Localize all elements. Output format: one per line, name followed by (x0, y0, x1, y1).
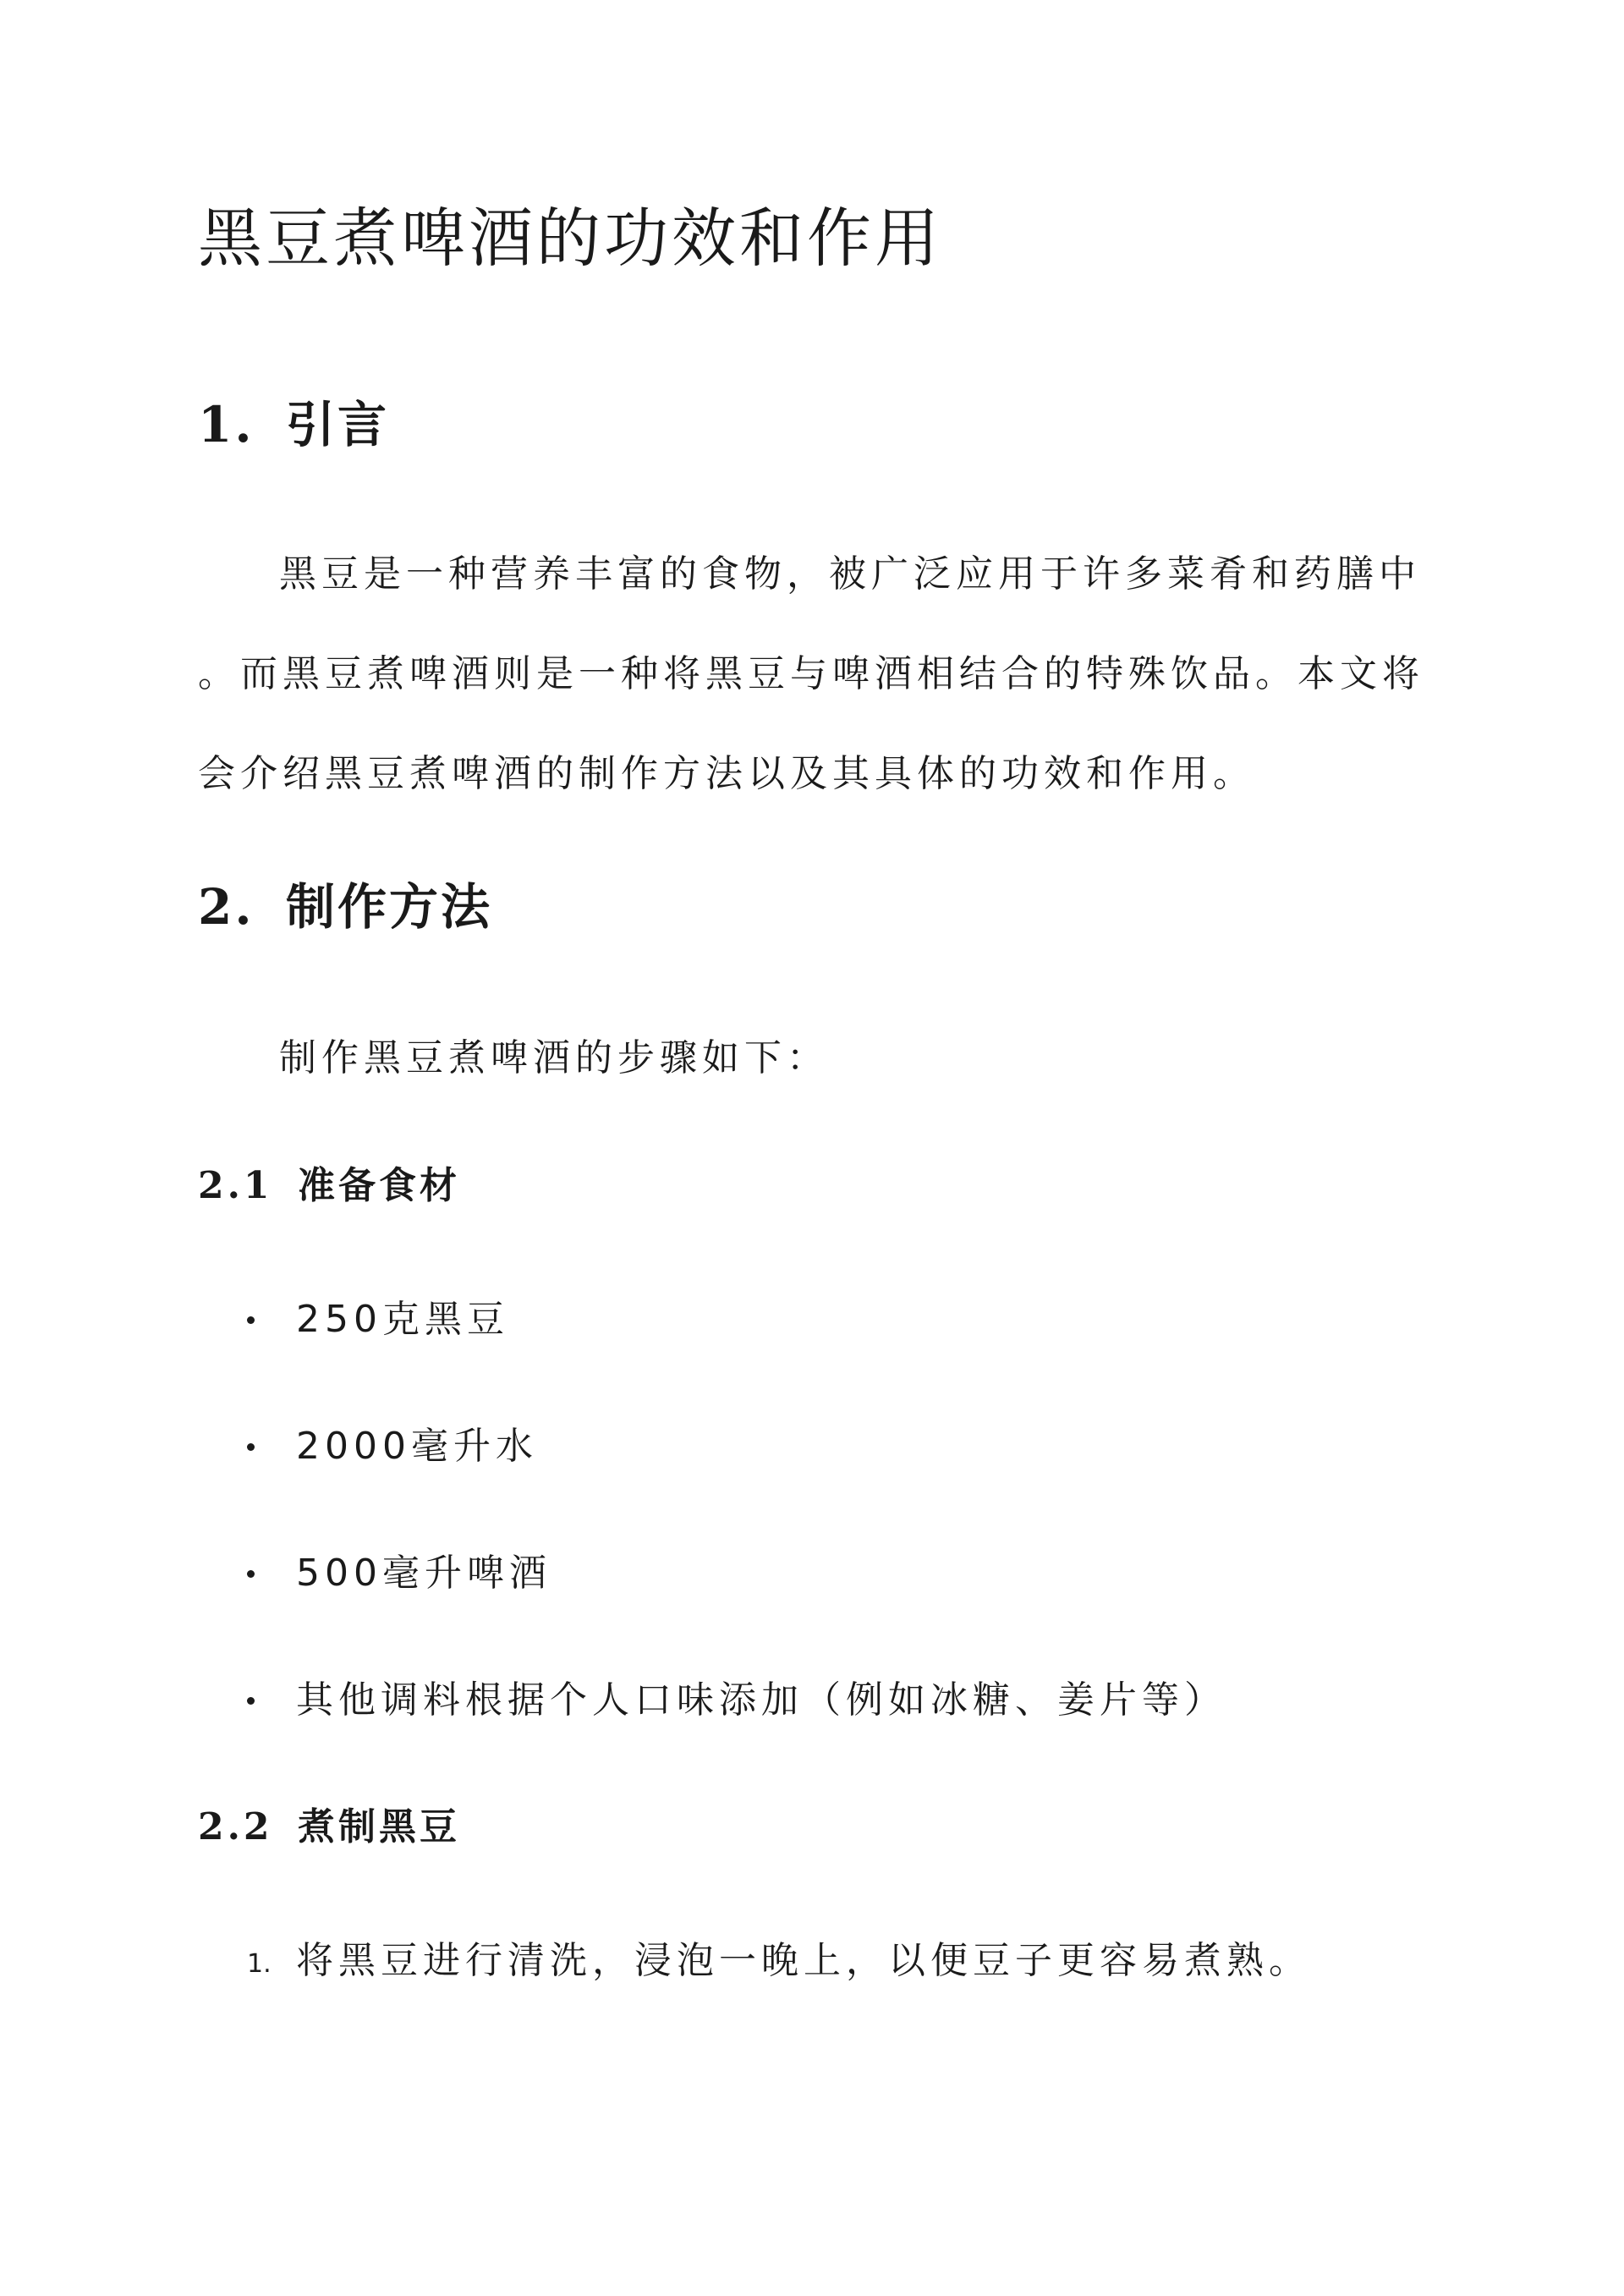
subsection-number: 2.1 (198, 1164, 273, 1207)
list-item-text: 其他调料根据个人口味添加（例如冰糖、姜片等） (296, 1678, 1226, 1722)
intro-paragraph (198, 525, 1426, 824)
paragraph-line: 。而黑豆煮啤酒则是一种将黑豆与啤酒相结合的特殊饮品。本文将 (198, 652, 1424, 695)
section-number: 1. (198, 396, 255, 453)
bullet-icon (247, 1443, 255, 1451)
subsection-title: 煮制黑豆 (298, 1805, 460, 1848)
subsection-number: 2.2 (198, 1805, 273, 1848)
list-item-text: 将黑豆进行清洗，浸泡一晚上，以便豆子更容易煮熟。 (296, 1939, 1311, 1982)
subsection-title: 准备食材 (298, 1164, 460, 1207)
section-number: 2. (198, 878, 255, 936)
document-title: 黑豆煮啤酒的功效和作用 (198, 200, 942, 276)
section-title: 引言 (286, 396, 390, 453)
section-heading-method (198, 873, 492, 941)
section-title: 制作方法 (286, 878, 493, 936)
paragraph-line: 会介绍黑豆煮啤酒的制作方法以及其具体的功效和作用。 (198, 752, 1255, 795)
list-item-text: 500毫升啤酒 (296, 1552, 551, 1595)
paragraph-line: 制作黑豆煮啤酒的步骤如下： (279, 1036, 829, 1079)
paragraph-line: 黑豆是一种营养丰富的食物，被广泛应用于许多菜肴和药膳中 (279, 552, 1421, 596)
section-heading-intro (198, 391, 389, 459)
bullet-icon (247, 1316, 255, 1324)
bullet-icon (247, 1697, 255, 1705)
list-item-text: 250克黑豆 (296, 1298, 509, 1341)
list-item-text: 2000毫升水 (296, 1425, 538, 1468)
step-number: 1. (247, 1949, 272, 1979)
subsection-heading-ingredients (198, 1161, 460, 1211)
bullet-icon (247, 1570, 255, 1578)
method-intro-paragraph (198, 1008, 1426, 1108)
subsection-heading-cooking (198, 1802, 460, 1853)
